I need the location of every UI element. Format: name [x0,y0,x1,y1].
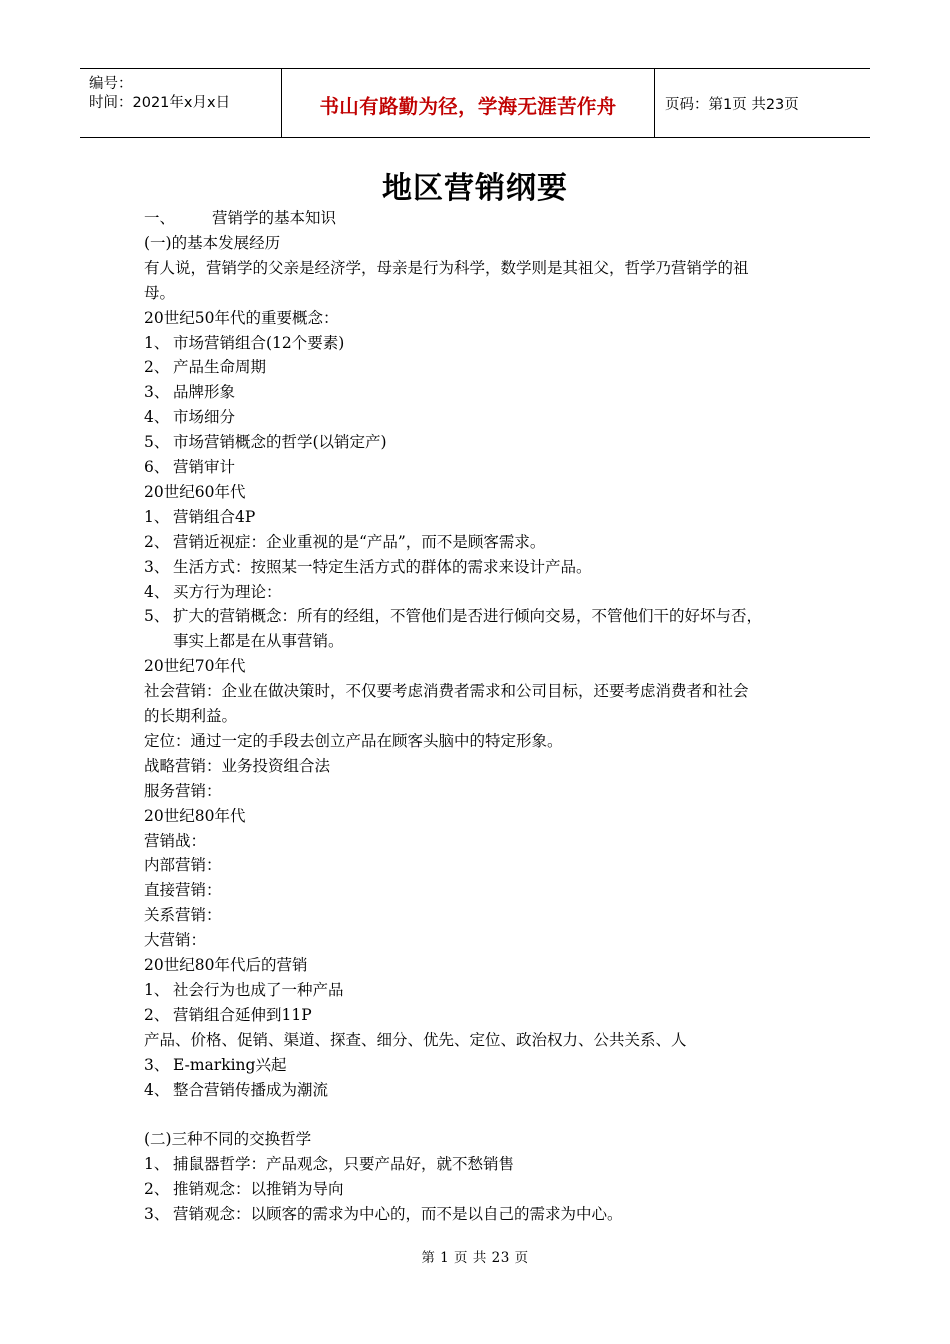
list-number: 2、 [144,532,170,551]
line-text: 20世纪60年代 [144,482,246,501]
list-number: 5、 [144,607,170,626]
text-line [144,756,330,776]
line-text: 买方行为理论： [173,582,282,601]
line-text: 社会营销：企业在做决策时，不仅要考虑消费者需求和公司目标，还要考虑消费者和社会 [144,682,749,701]
line-text: 大营销： [144,931,207,950]
line-text: 直接营销： [144,881,222,900]
line-text: (一)的基本发展经历 [144,233,281,252]
text-line [144,233,280,253]
line-text: 营销组合4P [173,507,256,526]
text-line [144,333,344,353]
line-text: 市场营销概念的哲学(以销定产) [173,433,387,452]
text-line [144,208,336,228]
text-line [144,880,222,900]
text-line [144,955,307,975]
text-line [144,283,175,303]
text-line [144,1204,623,1224]
line-text: 产品、价格、促销、渠道、探查、细分、优先、定位、政治权力、公共关系、人 [144,1030,687,1049]
line-text: 营销观念：以顾客的需求为中心的，而不是以自己的需求为中心。 [173,1205,623,1223]
header-right-cell [655,69,870,137]
line-text: 的长期利益。 [144,707,238,725]
line-text: 营销审计 [173,458,236,476]
text-line [144,557,592,577]
text-line [173,631,344,651]
list-number: 1、 [144,980,170,999]
line-text: 营销战： [144,831,207,850]
text-line [144,308,338,328]
text-line [144,1080,328,1100]
list-number: 1、 [144,1155,170,1174]
line-text: 服务营销： [144,781,222,800]
list-number: 3、 [144,1205,170,1223]
text-line [144,507,255,527]
list-number: 2、 [144,358,170,377]
list-number: 5、 [144,433,170,452]
text-line [144,382,235,402]
page-info: 页码：第1页 共23页 [665,97,799,113]
line-text: 母。 [144,283,176,302]
text-line [144,1030,687,1050]
line-text: 20世纪80年代 [144,806,246,825]
text-line [144,731,563,751]
text-line [144,258,749,278]
text-line [144,781,222,801]
text-line [144,1055,286,1075]
line-text: 市场细分 [173,408,236,427]
line-text: 扩大的营销概念：所有的经组，不管他们是否进行倾向交易，不管他们干的好坏与否， [173,607,763,626]
serial-label: 编号： [89,76,133,92]
text-line [144,681,749,701]
text-line [144,706,237,726]
line-text: 20世纪80年代后的营销 [144,956,308,974]
line-text: 战略营销：业务投资组合法 [144,756,331,775]
line-text: 社会行为也成了一种产品 [173,980,344,999]
text-line [144,980,344,1000]
line-text: 产品生命周期 [173,358,267,377]
list-number: 一、 [144,209,176,227]
text-line [144,1179,344,1199]
line-text: 捕鼠器哲学：产品观念，只要产品好，就不愁销售 [173,1155,515,1174]
header-middle-cell [282,69,655,137]
header-table [80,68,870,138]
line-text: 营销近视症：企业重视的是“产品”，而不是顾客需求。 [173,532,546,551]
line-text: (二)三种不同的交换哲学 [144,1130,312,1149]
line-text: 20世纪70年代 [144,657,246,676]
header-left-cell [80,69,282,137]
line-text: 推销观念：以推销为导向 [173,1180,344,1199]
list-number: 3、 [144,1055,170,1074]
line-text: 有人说，营销学的父亲是经济学，母亲是行为科学，数学则是其祖父，哲学乃营销学的祖 [144,258,749,277]
text-line [144,806,245,826]
text-line [144,1129,311,1149]
list-number: 2、 [144,1180,170,1199]
text-line [144,855,222,875]
text-line [144,656,245,676]
text-line [144,482,245,502]
line-text: E-marking兴起 [173,1055,287,1074]
text-line [144,930,206,950]
motto: 书山有路勤为径，学海无涯苦作舟 [319,95,617,118]
line-text: 内部营销： [144,856,222,875]
line-text: 生活方式：按照某一特定生活方式的群体的需求来设计产品。 [173,557,592,576]
list-number: 1、 [144,507,170,526]
text-line [144,357,266,377]
text-line [144,407,235,427]
text-line [144,432,387,452]
list-number: 1、 [144,333,170,352]
text-line [144,606,762,626]
text-line [144,1005,312,1025]
line-text: 营销组合延伸到11P [173,1005,312,1024]
line-text: 营销学的基本知识 [212,209,337,227]
list-number: 4、 [144,582,170,601]
page-footer: 第 1 页 共 23 页 [421,1250,529,1266]
list-number: 6、 [144,458,170,476]
time-label: 时间：2021年x月x日 [89,95,231,111]
line-text: 20世纪50年代的重要概念： [144,308,339,327]
line-text: 定位：通过一定的手段去创立产品在顾客头脑中的特定形象。 [144,731,563,750]
text-line [144,532,545,552]
text-line [144,582,282,602]
list-number: 3、 [144,557,170,576]
list-number: 4、 [144,1080,170,1099]
list-number: 3、 [144,383,170,402]
text-line [144,831,206,851]
line-text: 品牌形象 [173,383,236,402]
line-text: 事实上都是在从事营销。 [173,632,344,651]
document-title: 地区营销纲要 [382,171,568,206]
text-line [144,457,235,477]
line-text: 关系营销： [144,906,222,925]
list-number: 4、 [144,408,170,427]
line-text: 市场营销组合(12个要素) [173,333,345,352]
line-text: 整合营销传播成为潮流 [173,1080,329,1099]
text-line [144,1154,514,1174]
list-number: 2、 [144,1005,170,1024]
text-line [144,905,222,925]
